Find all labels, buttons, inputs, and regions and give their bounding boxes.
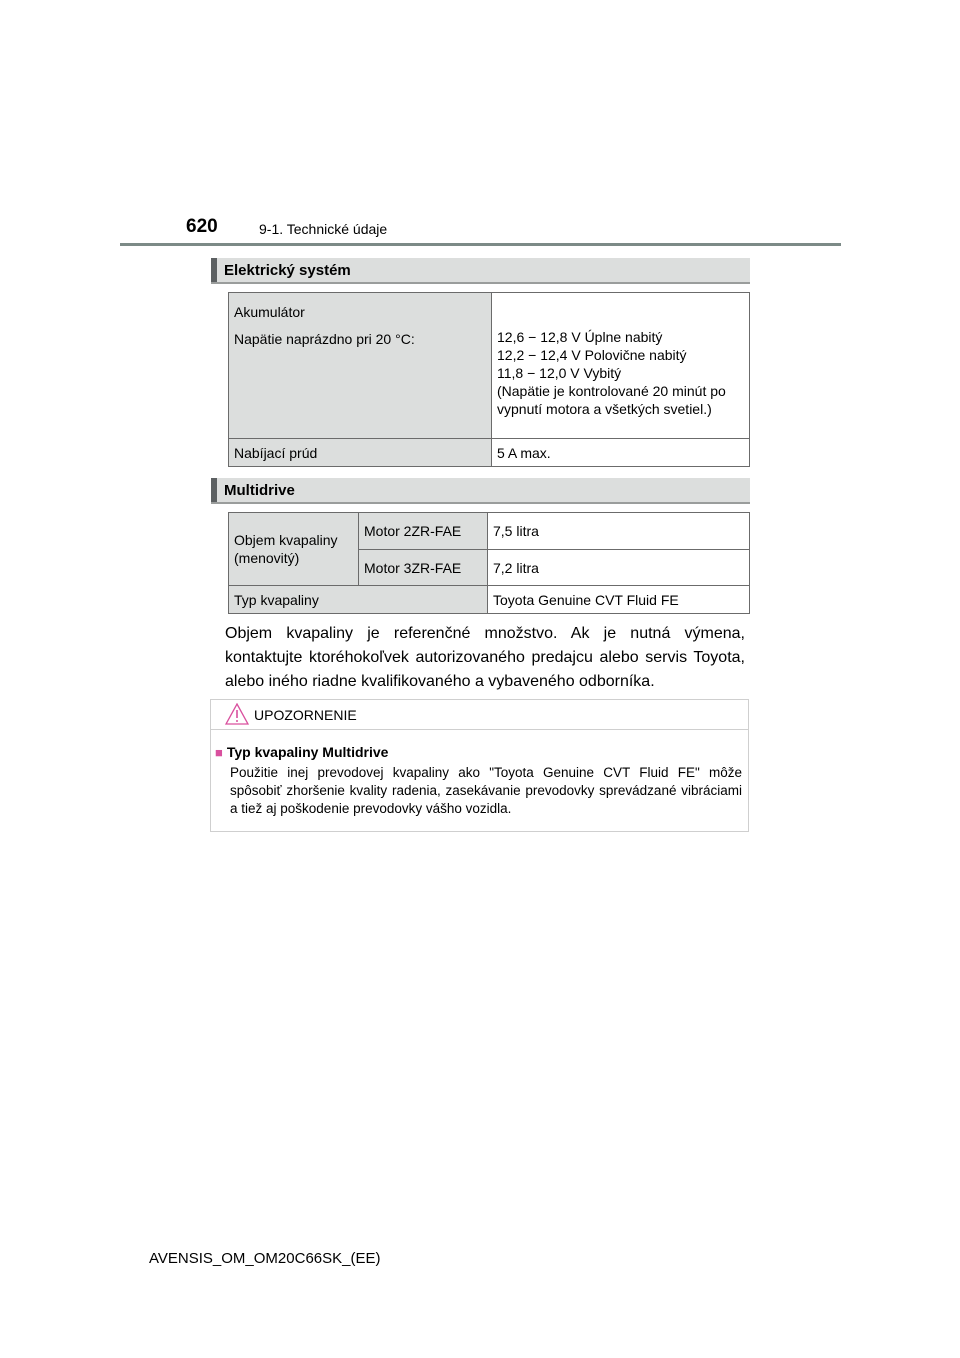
voltage-note-line-1: (Napätie je kontrolované 20 minút po — [497, 382, 726, 399]
voltage-note-line-2: vypnutí motora a všetkých svetiel.) — [497, 400, 712, 417]
battery-label-cell — [229, 293, 492, 439]
caution-item-heading — [215, 744, 388, 760]
engine-2zr-label: Motor 2ZR-FAE — [359, 513, 488, 550]
table-row — [229, 439, 750, 467]
caution-item-text: Použitie inej prevodovej kvapaliny ako "Toyota Genuine CVT Fluid FE" môže spôsobiť zhoršenie kvality radenia, zasekávanie prevodovky sprevádzané vibráciami a tiež aj poškodenie prevodovky vášho vozidla. — [230, 765, 742, 816]
electrical-spec-table — [228, 292, 750, 467]
fluid-type-value: Toyota Genuine CVT Fluid FE — [488, 586, 750, 614]
caution-divider — [211, 729, 748, 730]
battery-value-cell — [492, 293, 750, 439]
multidrive-section-heading: Multidrive — [211, 478, 750, 504]
page-number: 620 — [186, 216, 218, 237]
fluid-capacity-label: Objem kvapaliny — [234, 532, 338, 548]
warning-triangle-icon — [225, 703, 249, 730]
caution-box — [210, 699, 749, 832]
fluid-capacity-sublabel: (menovitý) — [234, 550, 300, 566]
voltage-empty: 11,8 − 12,0 V Vybitý — [497, 364, 622, 381]
section-title: 9-1. Technické údaje — [259, 221, 388, 237]
table-row — [229, 293, 750, 439]
square-bullet-icon: ■ — [215, 745, 223, 760]
table-row — [229, 513, 750, 550]
idle-voltage-label: Napätie naprázdno pri 20 °C: — [234, 331, 415, 347]
capacity-note-paragraph: Objem kvapaliny je referenčné množstvo. Ak je nutná výmena, kontaktujte ktoréhokoľvek autorizovaného predajcu alebo servis Toyota, alebo iného riadne kvalifikovaného a vybaveného odborníka. — [225, 625, 745, 690]
multidrive-spec-table — [228, 512, 750, 614]
header-divider — [120, 243, 841, 246]
fluid-capacity-label-cell — [229, 513, 359, 586]
document-footer-code: AVENSIS_OM_OM20C66SK_(EE) — [149, 1250, 381, 1267]
battery-label: Akumulátor — [234, 304, 305, 320]
engine-3zr-value: 7,2 litra — [488, 550, 750, 586]
electrical-section-heading: Elektrický systém — [211, 258, 750, 284]
voltage-full: 12,6 − 12,8 V Úplne nabitý — [497, 328, 663, 345]
fluid-type-label: Typ kvapaliny — [229, 586, 488, 614]
engine-2zr-value: 7,5 litra — [488, 513, 750, 550]
caution-item-title: Typ kvapaliny Multidrive — [226, 744, 389, 760]
table-row — [229, 586, 750, 614]
charging-current-value: 5 A max. — [492, 439, 750, 467]
charging-current-label: Nabíjací prúd — [229, 439, 492, 467]
voltage-half: 12,2 − 12,4 V Polovične nabitý — [497, 346, 687, 363]
caution-title: UPOZORNENIE — [254, 707, 357, 723]
engine-3zr-label: Motor 3ZR-FAE — [359, 550, 488, 586]
